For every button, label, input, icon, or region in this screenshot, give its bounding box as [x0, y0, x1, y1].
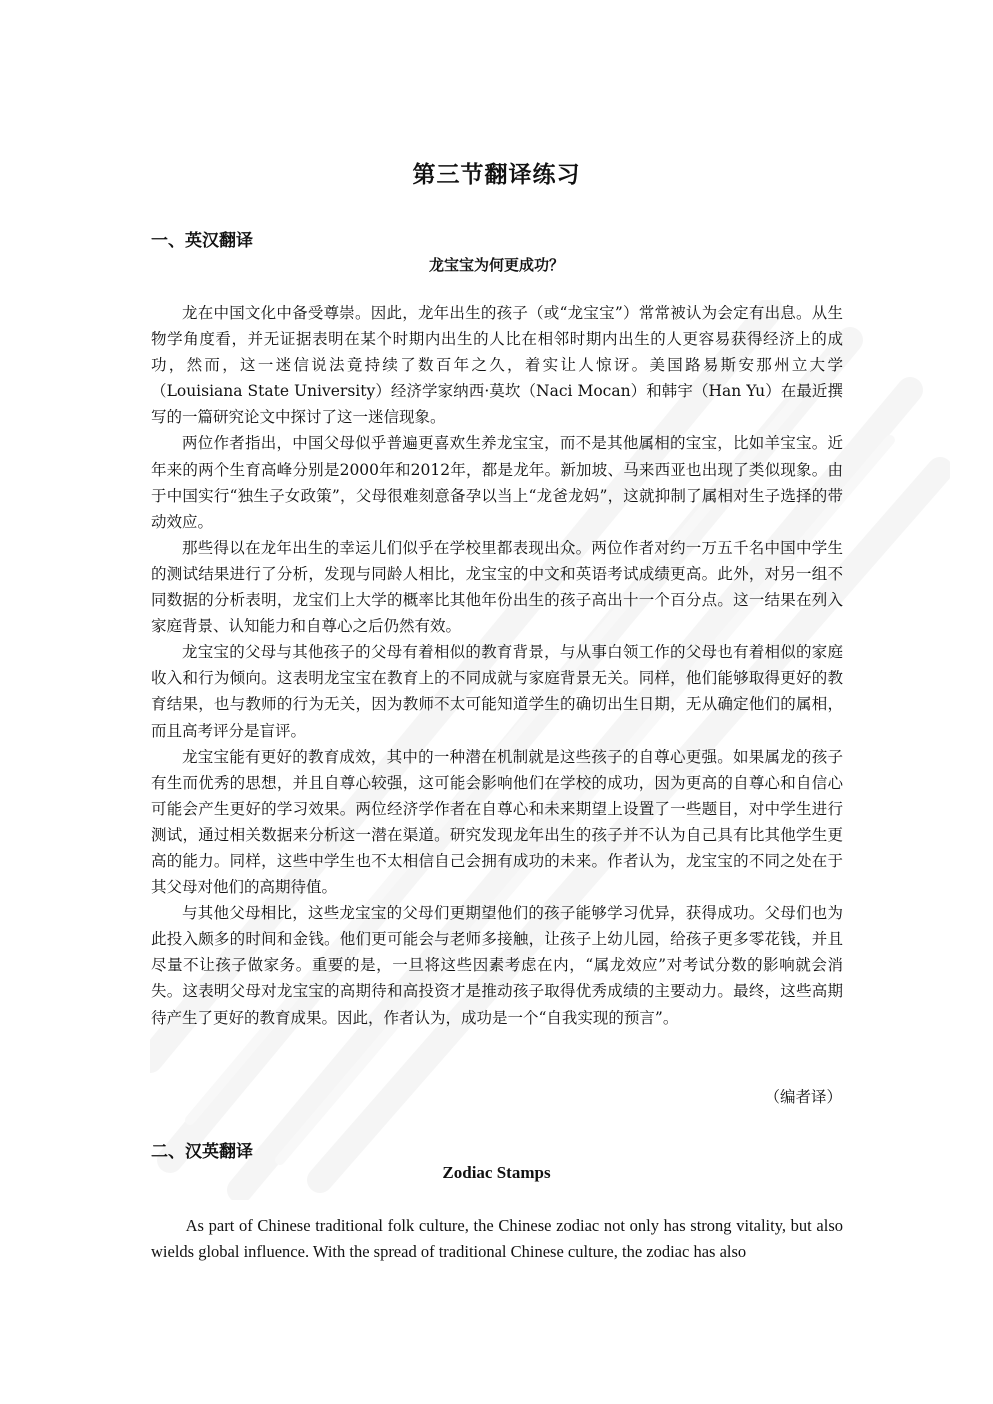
article-body-en	[151, 1213, 843, 1268]
paragraph-4: 龙宝宝的父母与其他孩子的父母有着相似的教育背景，与从事白领工作的父母也有着相似的家庭收入和行为倾向。这表明龙宝宝在教育上的不同成就与家庭背景无关。同样，他们能够取得更好的教育结果，也与教师的行为无关，因为教师不太可能知道学生的确切出生日期，无从确定他们的属相，而且高考评分是盲评。	[151, 643, 843, 740]
paragraph-5: 龙宝宝能有更好的教育成效，其中的一种潜在机制就是这些孩子的自尊心更强。如果属龙的孩子有生而优秀的思想，并且自尊心较强，这可能会影响他们在学校的成功，因为更高的自尊心和自信心可能会产生更好的学习效果。两位经济学作者在自尊心和未来期望上设置了一些题目，对中学生进行测试，通过相关数据来分析这一潜在渠道。研究发现龙年出生的孩子并不认为自己具有比其他学生更高的能力。同样，这些中学生也不太相信自己会拥有成功的未来。作者认为，龙宝宝的不同之处在于其父母对他们的高期待值。	[151, 747, 843, 897]
translator-note: （编者译）	[764, 1088, 842, 1106]
section-heading-zh-en: 二、汉英翻译	[151, 1142, 253, 1162]
paragraph-1: 龙在中国文化中备受尊崇。因此，龙年出生的孩子（或“龙宝宝”）常常被认为会定有出息。从生物学角度看，并无证据表明在某个时期内出生的人比在相邻时期内出生的人更容易获得经济上的成功，然而，这一迷信说法竟持续了数百年之久，着实让人惊讶。美国路易斯安那州立大学（Louisiana State University）经济学家纳西·莫坎（Naci Mocan）和韩宇（Han Yu）在最近撰写的一篇研究论文中探讨了这一迷信现象。	[151, 304, 843, 427]
paragraph-6: 与其他父母相比，这些龙宝宝的父母们更期望他们的孩子能够学习优异，获得成功。父母们也为此投入颇多的时间和金钱。他们更可能会与老师多接触，让孩子上幼儿园，给孩子更多零花钱，并且尽量不让孩子做家务。重要的是，一旦将这些因素考虑在内，“属龙效应”对考试分数的影响就会消失。这表明父母对龙宝宝的高期待和高投资才是推动孩子取得优秀成绩的主要动力。最终，这些高期待产生了更好的教育成果。因此，作者认为，成功是一个“自我实现的预言”。	[151, 904, 843, 1027]
paragraph-2: 两位作者指出，中国父母似乎普遍更喜欢生养龙宝宝，而不是其他属相的宝宝，比如羊宝宝。近年来的两个生育高峰分别是2000年和2012年，都是龙年。新加坡、马来西亚也出现了类似现象。由于中国实行“独生子女政策”，父母很难刻意备孕以当上“龙爸龙妈”，这就抑制了属相对生子选择的带动效应。	[151, 434, 843, 531]
article-body-zh	[151, 300, 843, 1031]
paragraph-3: 那些得以在龙年出生的幸运儿们似乎在学校里都表现出众。两位作者对约一万五千名中国中学生的测试结果进行了分析，发现与同龄人相比，龙宝宝的中文和英语考试成绩更高。此外，对另一组不同数据的分析表明，龙宝们上大学的概率比其他年份出生的孩子高出十一个百分点。这一结果在列入家庭背景、认知能力和自尊心之后仍然有效。	[151, 538, 843, 636]
paragraph-en-1: As part of Chinese traditional folk culture, the Chinese zodiac not only has strong vitality, but also wields global influence. With the spread of traditional Chinese culture, the zodiac has also	[151, 1216, 843, 1261]
section-heading-en-zh: 一、英汉翻译	[151, 231, 253, 251]
page-title: 第三节翻译练习	[412, 162, 581, 188]
article-title-dragon-babies: 龙宝宝为何更成功？	[428, 256, 564, 274]
article-title-zodiac-stamps: Zodiac Stamps	[442, 1163, 551, 1182]
